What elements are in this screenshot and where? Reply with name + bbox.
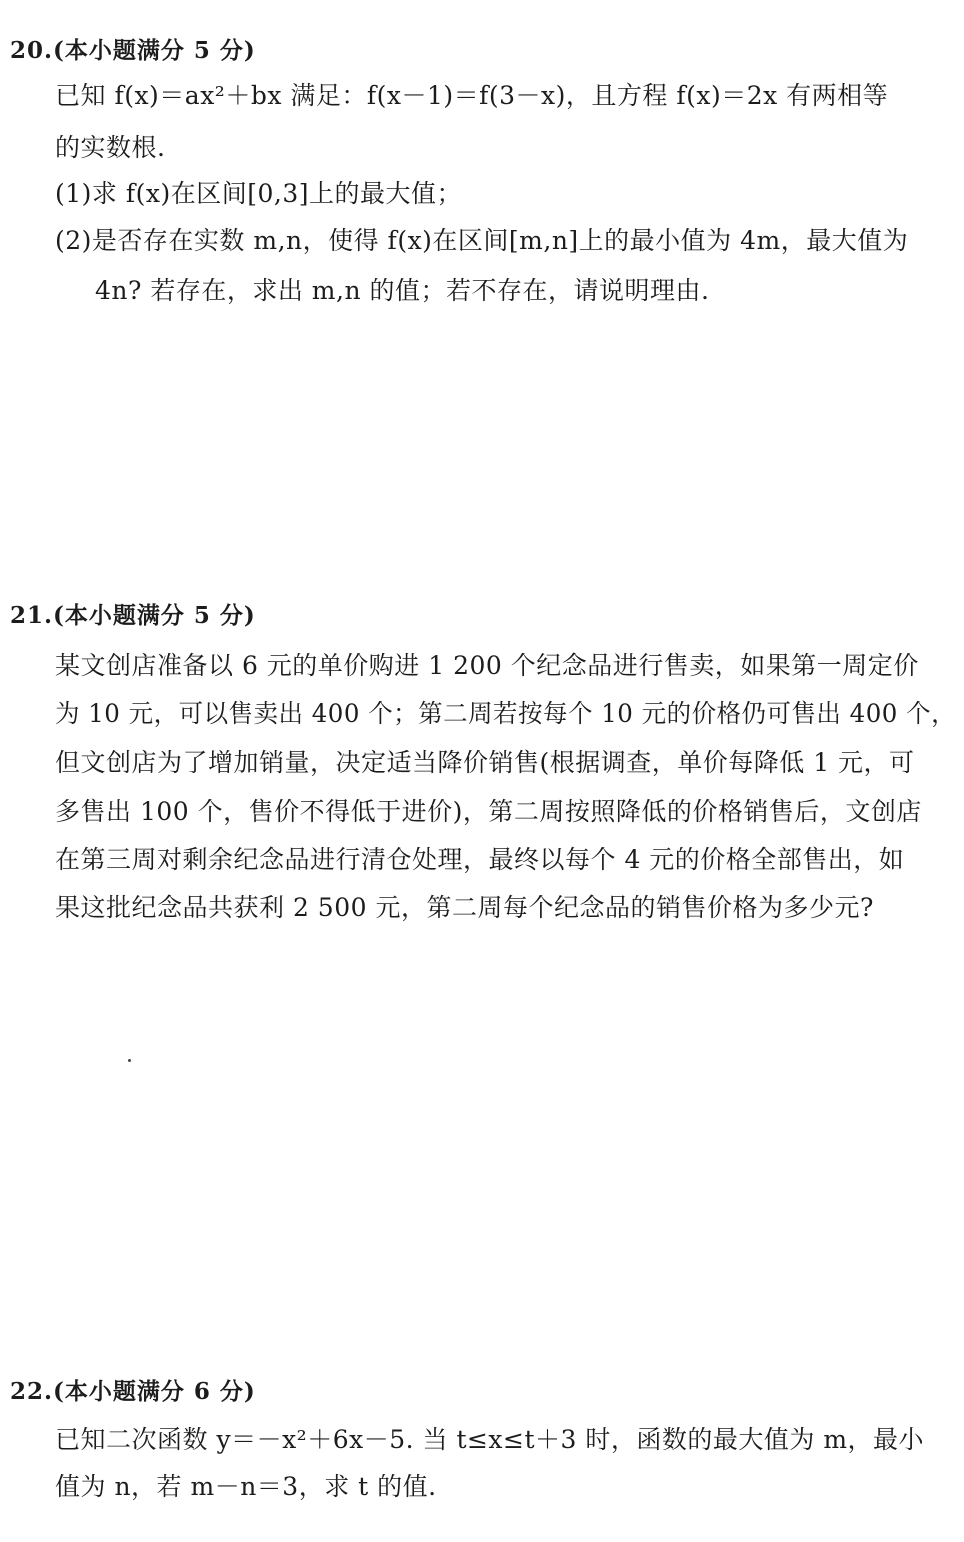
question-22-heading: 22.(本小题满分 6 分) (10, 1378, 256, 1405)
question-21-line-5: 在第三周对剩余纪念品进行清仓处理，最终以每个 4 元的价格全部售出，如 (55, 845, 905, 874)
question-22-line-2: 值为 n，若 m－n＝3，求 t 的值. (55, 1472, 437, 1501)
question-21-line-4: 多售出 100 个，售价不得低于进价)，第二周按照降低的价格销售后，文创店 (55, 797, 922, 826)
question-21-line-6: 果这批纪念品共获利 2 500 元，第二周每个纪念品的销售价格为多少元? (55, 893, 874, 922)
question-20-line-1: 已知 f(x)＝ax²＋bx 满足：f(x－1)＝f(3－x)，且方程 f(x)＝2x 有两相等 (55, 81, 889, 110)
question-20-heading: 20.(本小题满分 5 分) (10, 37, 256, 64)
stray-dot (128, 1059, 131, 1062)
question-20-part-2-cont: 4n? 若存在，求出 m,n 的值；若不存在，请说明理由. (95, 276, 710, 305)
question-21-line-3: 但文创店为了增加销量，决定适当降价销售(根据调查，单价每降低 1 元，可 (55, 748, 915, 777)
question-20-part-2: (2)是否存在实数 m,n，使得 f(x)在区间[m,n]上的最小值为 4m，最大值为 (55, 226, 909, 255)
question-21-heading: 21.(本小题满分 5 分) (10, 602, 256, 629)
question-20-part-1: (1)求 f(x)在区间[0,3]上的最大值； (55, 179, 462, 208)
question-21-line-2: 为 10 元，可以售卖出 400 个；第二周若按每个 10 元的价格仍可售出 400 个， (55, 699, 957, 728)
question-20-line-2: 的实数根. (55, 133, 166, 162)
question-21-line-1: 某文创店准备以 6 元的单价购进 1 200 个纪念品进行售卖，如果第一周定价 (55, 651, 919, 680)
question-22-line-1: 已知二次函数 y＝－x²＋6x－5. 当 t≤x≤t＋3 时，函数的最大值为 m，最小 (55, 1425, 925, 1454)
